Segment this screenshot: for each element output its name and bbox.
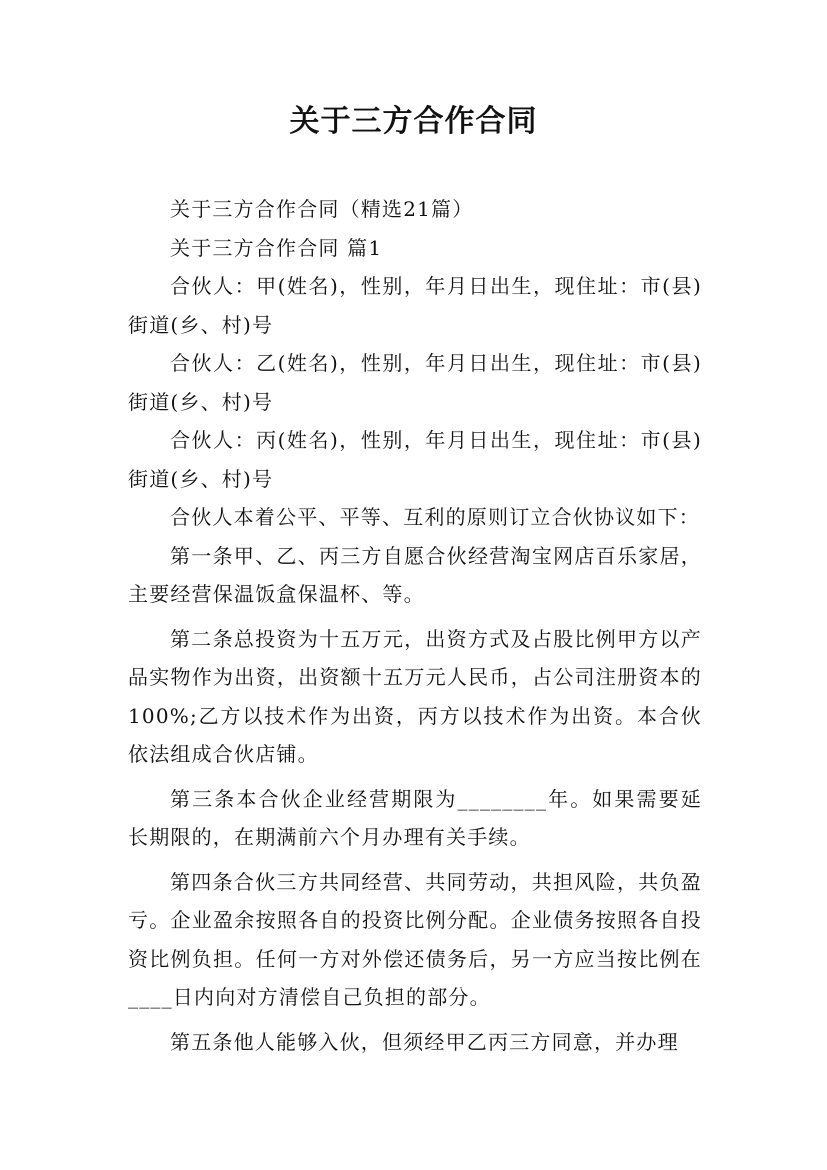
- paragraph-article-4: 第四条合伙三方共同经营、共同劳动，共担风险，共负盈亏。企业盈余按照各自的投资比例分配。企业债务按照各自投资比例负担。任何一方对外偿还债务后，另一方应当按比例在____日内向对方清偿自己负担的部分。: [128, 869, 702, 1009]
- paragraph-article-1: 第一条甲、乙、丙三方自愿合伙经营淘宝网店百乐家居，主要经营保温饭盒保温杯、等。: [128, 543, 702, 606]
- paragraph-subtitle: 关于三方合作合同（精选21篇）: [170, 197, 474, 221]
- document-body: [128, 190, 702, 1061]
- paragraph-partner-b: 合伙人：乙(姓名)，性别，年月日出生，现住址：市(县)街道(乡、村)号: [128, 351, 702, 414]
- paragraph-article-3: 第三条本合伙企业经营期限为________年。如果需要延长期限的，在期满前六个月办理有关手续。: [128, 786, 702, 849]
- paragraph-partner-a: 合伙人：甲(姓名)，性别，年月日出生，现住址：市(县)街道(乡、村)号: [128, 274, 702, 337]
- paragraph-section-heading: 关于三方合作合同 篇1: [170, 235, 383, 260]
- paragraph-article-2: 第二条总投资为十五万元，出资方式及占股比例甲方以产品实物作为出资，出资额十五万元人民币，占公司注册资本的100%;乙方以技术作为出资，丙方以技术作为出资。本合伙依法组成合伙店铺。: [128, 626, 702, 766]
- document-title: 关于三方合作合同: [289, 104, 538, 139]
- paragraph-article-5: 第五条他人能够入伙，但须经甲乙丙三方同意，并办理: [170, 1029, 679, 1054]
- paragraph-partner-c: 合伙人：丙(姓名)，性别，年月日出生，现住址：市(县)街道(乡、村)号: [128, 428, 702, 491]
- paragraph-preamble: 合伙人本着公平、平等、互利的原则订立合伙协议如下：: [170, 505, 700, 529]
